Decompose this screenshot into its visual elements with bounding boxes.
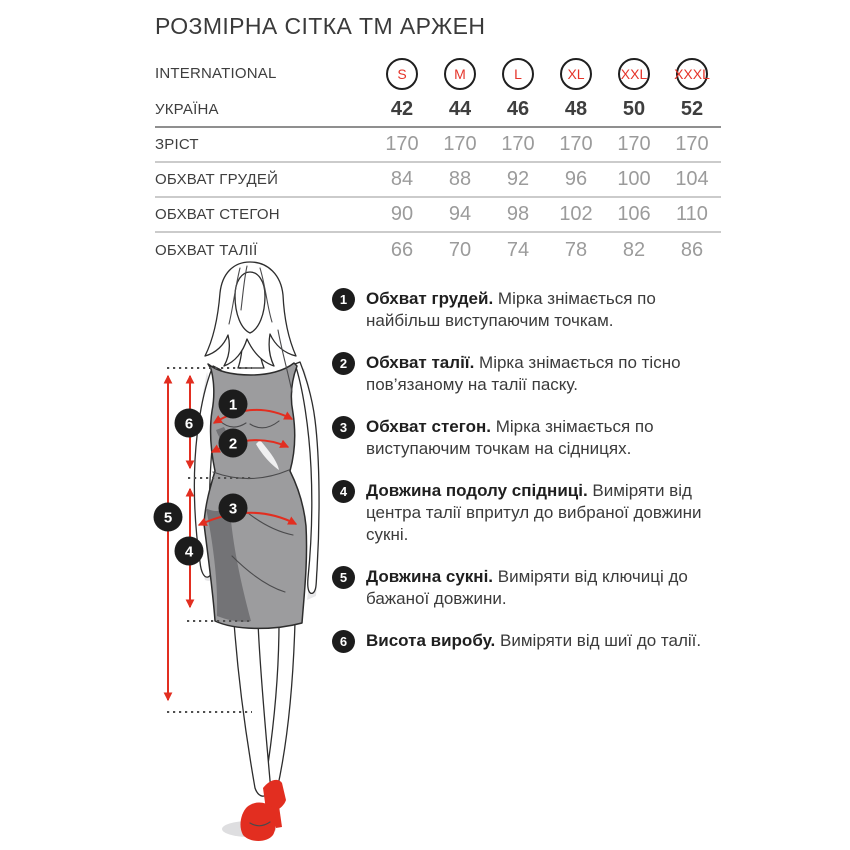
legend-number-badge: 4 [332, 480, 355, 503]
row-label-waist: ОБХВАТ ТАЛІЇ [155, 242, 258, 259]
marker-circle-6 [175, 409, 204, 438]
legend-item-chest [332, 288, 727, 332]
ukraine-size-value: 44 [448, 97, 472, 120]
measure-value: 110 [676, 203, 708, 225]
legend-term: Висота виробу. [366, 631, 496, 650]
measure-value: 82 [622, 239, 646, 261]
measure-value: 106 [617, 203, 651, 225]
measure-value: 98 [506, 203, 530, 225]
legend-description: Мірка знімається по тісно пов’язаному на талії паску. [366, 353, 681, 394]
measure-value: 90 [390, 203, 414, 225]
legend-description: Мірка знімається по виступаючим точкам на сідницях. [366, 417, 654, 458]
legend-term: Обхват стегон. [366, 417, 491, 436]
woman-figure-illustration [140, 258, 350, 850]
measure-value: 104 [675, 168, 709, 190]
legend-term: Довжина подолу спідниці. [366, 481, 588, 500]
measure-value: 170 [385, 133, 419, 155]
marker-circle-1 [219, 390, 248, 419]
ukraine-size-value: 50 [622, 97, 646, 120]
measure-value: 94 [448, 203, 472, 225]
size-badge-xxxl: XXXL [676, 58, 708, 90]
legend-number-badge: 1 [332, 288, 355, 311]
measure-value: 86 [680, 239, 704, 261]
legend-number-badge: 3 [332, 416, 355, 439]
svg-text:2: 2 [228, 435, 238, 453]
ukraine-size-value: 48 [564, 97, 588, 120]
legend-item-waist [332, 352, 727, 396]
measure-value: 74 [506, 239, 530, 261]
legend-description: Мірка знімається по найбільш виступаючим точкам. [366, 289, 656, 330]
marker-circle-3 [219, 494, 248, 523]
legend-term: Обхват грудей. [366, 289, 494, 308]
page-title: РОЗМІРНА СІТКА ТМ АРЖЕН [155, 13, 486, 39]
row-label-height: ЗРІСТ [155, 136, 199, 153]
marker-circle-2 [219, 429, 248, 458]
measure-value: 170 [443, 133, 477, 155]
marker-circle-4 [175, 537, 204, 566]
legend-number-badge: 5 [332, 566, 355, 589]
measure-value: 92 [506, 168, 530, 190]
legend-item-hips [332, 416, 727, 460]
svg-text:1: 1 [228, 396, 238, 414]
legend-description: Виміряти від ключиці до бажаної довжини. [366, 567, 688, 608]
measure-value: 170 [559, 133, 593, 155]
measure-value: 88 [448, 168, 472, 190]
measurement-legend [332, 288, 727, 653]
svg-text:5: 5 [163, 509, 173, 527]
table-row-hips [155, 198, 721, 233]
svg-text:4: 4 [184, 543, 194, 561]
legend-number-badge: 6 [332, 630, 355, 653]
measure-value: 66 [390, 239, 414, 261]
legend-term: Довжина сукні. [366, 567, 494, 586]
svg-text:6: 6 [184, 415, 194, 433]
legend-item-product-height [332, 630, 727, 653]
legend-description: Виміряти від центра талії впритул до вибраної довжини сукні. [366, 481, 702, 544]
table-row-height [155, 128, 721, 163]
size-badge-m: M [444, 58, 476, 90]
size-badge-xl: XL [560, 58, 592, 90]
leg-back [265, 622, 295, 790]
table-row-chest [155, 163, 721, 198]
legend-item-skirt-length [332, 480, 727, 546]
leg-front [234, 622, 271, 796]
measure-value: 170 [675, 133, 709, 155]
row-label-chest: ОБХВАТ ГРУДЕЙ [155, 171, 279, 188]
ukraine-size-value: 46 [506, 97, 530, 120]
table-row-international [155, 55, 721, 92]
shoe-front [240, 803, 275, 842]
row-label-ukraine: УКРАЇНА [155, 100, 219, 118]
size-badge-s: S [386, 58, 418, 90]
size-table [155, 55, 721, 268]
measure-value: 78 [564, 239, 588, 261]
row-label-hips: ОБХВАТ СТЕГОН [155, 206, 280, 223]
ukraine-size-value: 52 [680, 97, 704, 120]
marker-circle-5 [154, 503, 183, 532]
measure-value: 102 [559, 203, 593, 225]
measure-value: 84 [390, 168, 414, 190]
legend-description: Виміряти від шиї до талії. [500, 631, 702, 650]
row-label-international: INTERNATIONAL [155, 65, 277, 82]
size-badge-l: L [502, 58, 534, 90]
svg-text:3: 3 [228, 500, 238, 518]
ukraine-size-value: 42 [390, 97, 414, 120]
measure-value: 70 [448, 239, 472, 261]
measure-value: 100 [617, 168, 651, 190]
measure-value: 96 [564, 168, 588, 190]
legend-term: Обхват талії. [366, 353, 475, 372]
legend-number-badge: 2 [332, 352, 355, 375]
measure-value: 170 [617, 133, 651, 155]
legend-item-dress-length [332, 566, 727, 610]
table-row-ukraine [155, 92, 721, 128]
size-badge-xxl: XXL [618, 58, 650, 90]
measure-value: 170 [501, 133, 535, 155]
